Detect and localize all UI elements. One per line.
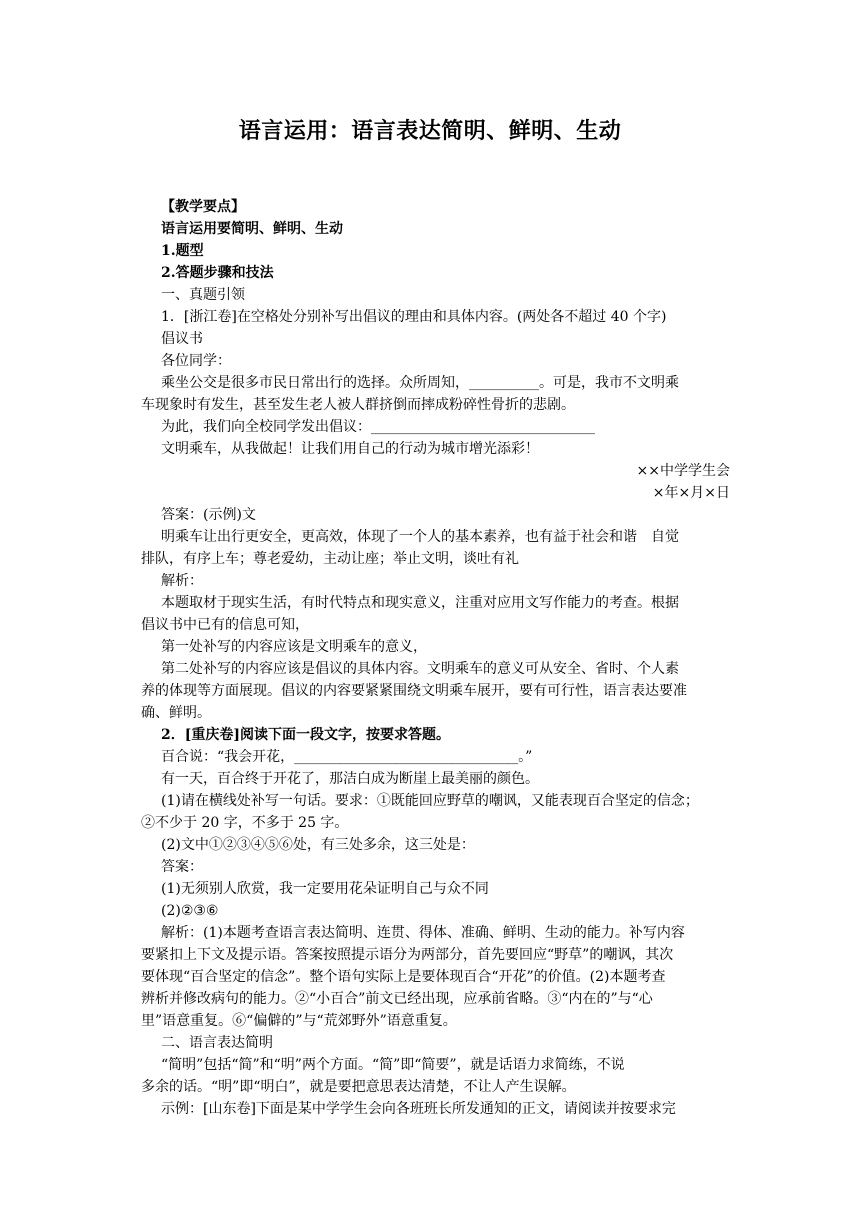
subheading: 2.答题步骤和技法 <box>161 265 274 281</box>
paragraph-line: 第二处补写的内容应该是倡议的具体内容。文明乘车的意义可从安全、省时、个人素 <box>161 661 679 677</box>
page-title: 语言运用：语言表达简明、鲜明、生动 <box>238 119 622 144</box>
paragraph-line: 里”语意重复。⑥“偏僻的”与“荒郊野外”语意重复。 <box>141 1013 457 1029</box>
paragraph-line: 百合说：“我会开花，________________________________。” <box>161 749 533 765</box>
paragraph-line: 要体现“百合坚定的信念”。整个语句实际上是要体现百合“开花”的价值。(2)本题考查 <box>141 969 666 985</box>
paragraph-line: 倡议书 <box>161 331 203 347</box>
paragraph-line: ②不少于 20 字，不多于 25 字。 <box>141 815 349 831</box>
paragraph-line: 各位同学： <box>161 353 231 369</box>
paragraph-line: (1)无须别人欣赏，我一定要用花朵证明自己与众不同 <box>161 881 489 897</box>
signature-date: ×年×月×日 <box>652 485 730 501</box>
paragraph-line: 车现象时有发生，甚至发生老人被人群挤倒而摔成粉碎性骨折的悲剧。 <box>141 397 575 413</box>
subheading: 语言运用要简明、鲜明、生动 <box>161 221 343 237</box>
paragraph-line: “简明”包括“简”和“明”两个方面。“简”即“简要”，就是话语力求简练，不说 <box>161 1057 625 1073</box>
paragraph-line: 多余的话。“明”即“明白”，就是要把意思表达清楚，不让人产生误解。 <box>141 1079 576 1095</box>
paragraph-line: 有一天，百合终于开花了，那洁白成为断崖上最美丽的颜色。 <box>161 771 539 787</box>
paragraph-line: 文明乘车，从我做起！让我们用自己的行动为城市增光添彩！ <box>161 441 539 457</box>
paragraph-line: 倡议书中已有的信息可知， <box>141 617 309 633</box>
paragraph-line: 辨析并修改病句的能力。②“小百合”前文已经出现，应承前省略。③“内在的”与“心 <box>141 991 653 1007</box>
answer-label: 答案：(示例)文 <box>161 507 256 523</box>
section-heading: 二、语言表达简明 <box>161 1035 273 1051</box>
paragraph-line: 要紧扣上下文及提示语。答案按照提示语分为两部分，首先要回应“野草”的嘲讽，其次 <box>141 947 674 963</box>
paragraph-line: 第一处补写的内容应该是文明乘车的意义， <box>161 639 427 655</box>
paragraph-line: 明乘车让出行更安全，更高效，体现了一个人的基本素养，也有益于社会和谐 自觉 <box>161 529 679 545</box>
paragraph-line: (1)请在横线处补写一句话。要求：①既能回应野草的嘲讽，又能表现百合坚定的信念； <box>161 793 699 809</box>
subheading: 1.题型 <box>161 243 204 259</box>
signature-org: ××中学学生会 <box>636 463 730 479</box>
section-heading: 一、真题引领 <box>161 287 245 303</box>
paragraph-line: 解析：(1)本题考查语言表达简明、连贯、得体、准确、鲜明、生动的能力。补写内容 <box>161 925 685 941</box>
paragraph-line: 本题取材于现实生活，有时代特点和现实意义，注重对应用文写作能力的考查。根据 <box>161 595 679 611</box>
question-text: 2．[重庆卷]阅读下面一段文字，按要求答题。 <box>161 727 450 743</box>
paragraph-line: 为此，我们向全校同学发出倡议：________________________________ <box>161 419 595 435</box>
paragraph-line: 确、鲜明。 <box>141 705 211 721</box>
paragraph-line: 排队，有序上车；尊老爱幼，主动让座；举止文明，谈吐有礼 <box>141 551 519 567</box>
paragraph-line: 养的体现等方面展现。倡议的内容要紧紧围绕文明乘车展开，要有可行性，语言表达要准 <box>141 683 687 699</box>
paragraph-line: 示例：[山东卷]下面是某中学学生会向各班班长所发通知的正文，请阅读并按要求完 <box>161 1101 676 1117</box>
paragraph-line: (2)文中①②③④⑤⑥处，有三处多余，这三处是： <box>161 837 475 853</box>
paragraph-line: 乘坐公交是很多市民日常出行的选择。众所周知，__________。可是，我市不文明乘 <box>161 375 679 391</box>
paragraph-line: (2)②③⑥ <box>161 903 219 919</box>
question-text: 1．[浙江卷]在空格处分别补写出倡议的理由和具体内容。(两处各不超过 40 个字) <box>161 309 667 325</box>
analysis-label: 解析： <box>161 573 203 589</box>
section-heading: 【教学要点】 <box>161 199 245 215</box>
answer-label: 答案： <box>161 859 203 875</box>
